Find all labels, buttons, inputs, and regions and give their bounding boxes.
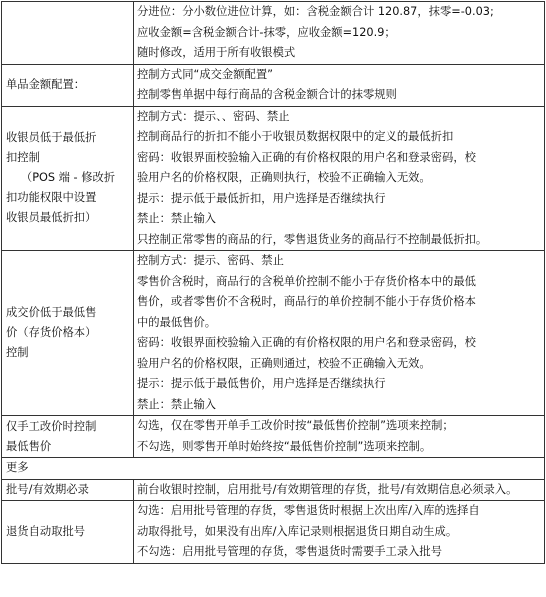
content-line: 禁止：禁止输入 [137,397,217,411]
content-line: 提示：提示低于最低折扣，用户选择是否继续执行 [137,191,386,205]
label-line: 批号/有效期必录 [6,482,89,496]
label-line: 最低售价 [6,439,52,453]
label-line: 单品金额配置： [6,78,86,91]
label-line: 扣功能权限中设置 [6,191,97,205]
table-row [2,2,545,65]
content-line: 控制商品行的折扣不能小于收银员数据权限中的定义的最低折扣 [137,130,454,143]
content-line: 售价，或者零售价不含税时，商品行的单价控制不能小于存货价格本 [137,295,476,308]
label-line: 价（存货价格本） [6,326,97,339]
row-content [134,2,545,65]
row-label [2,64,134,106]
content-line: 禁止：禁止输入 [137,212,217,225]
content-line: 勾选，仅在零售开单手工改价时按“最低售价控制”选项来控制； [137,419,454,432]
table-row [2,106,545,251]
row-label [2,501,134,564]
row-label [2,251,134,416]
label-line: 收银员最低折扣） [6,211,97,225]
table-row [2,416,545,458]
content-line: 动取得批号，如果没有出库/入库记录则根据退货日期自动生成。 [137,524,458,538]
content-line: 控制零售单据中每行商品的含税金额合计的抹零规则 [137,88,397,101]
label-line: （POS 端 - 修改折 [20,171,116,185]
content-line: 密码：收银界面校验输入正确的有价格权限的用户名和登录密码，校 [137,150,476,164]
content-line: 验用户名的价格权限，正确则通过，校验不正确输入无效。 [137,356,431,370]
section-heading [2,458,545,480]
section-row [2,458,545,480]
section-title: 更多 [6,461,29,474]
content-line: 前台收银时控制，启用批号/有效期管理的存货，批号/有效期信息必须录入。 [137,482,518,496]
content-line: 不勾选，则零售开单时始终按“最低售价控制”选项来控制。 [137,439,432,453]
label-line: 退货自动取批号 [6,524,86,538]
table-row [2,64,545,106]
content-line: 不勾选：启用批号管理的存货，零售退货时需要手工录入批号 [137,545,443,558]
row-content [134,251,545,416]
row-content [134,106,545,251]
table-row [2,251,545,416]
label-line: 成交价低于最低售 [6,306,97,319]
table-row [2,501,545,564]
content-line: 控制方式：提示、、密码、禁止 [137,109,290,123]
content-line: 随时修改，适用于所有收银模式 [137,46,296,59]
content-line: 分进位：分小数位进位计算，如：含税金额合计 120.87，抹零=-0.03; [137,5,494,18]
content-line: 提示：提示低于最低售价，用户选择是否继续执行 [137,377,386,390]
settings-table [1,1,545,564]
row-content [134,64,545,106]
content-line: 验用户名的价格权限，正确则执行，校验不正确输入无效。 [137,171,431,184]
content-line: 应收金额=含税金额合计-抹零，应收金额=120.9； [137,25,396,39]
content-line: 密码：收银界面校验输入正确的有价格权限的用户名和登录密码，校 [137,336,476,349]
label-line: 扣控制 [6,151,40,165]
row-label [2,106,134,251]
content-line: 勾选：启用批号管理的存货，零售退货时根据上次出库/入库的选择自 [137,504,480,517]
content-line: 控制方式同“成交金额配置” [137,67,273,81]
label-line: 收银员低于最低折 [6,131,97,145]
content-line: 控制方式：提示、密码、禁止 [137,254,284,267]
row-label [2,416,134,458]
content-line: 中的最低售价。 [137,315,217,329]
row-content [134,479,545,501]
row-label [2,479,134,501]
label-line: 控制 [6,346,29,359]
content-line: 零售价含税时，商品行的含税单价控制不能小于存货价格本中的最低 [137,274,476,288]
row-content [134,501,545,564]
row-label [2,2,134,65]
label-line: 仅手工改价时控制 [6,419,97,433]
row-content [134,416,545,458]
table-row [2,479,545,501]
content-line: 只控制正常零售的商品的行，零售退货业务的商品行不控制最低折扣。 [137,232,488,246]
